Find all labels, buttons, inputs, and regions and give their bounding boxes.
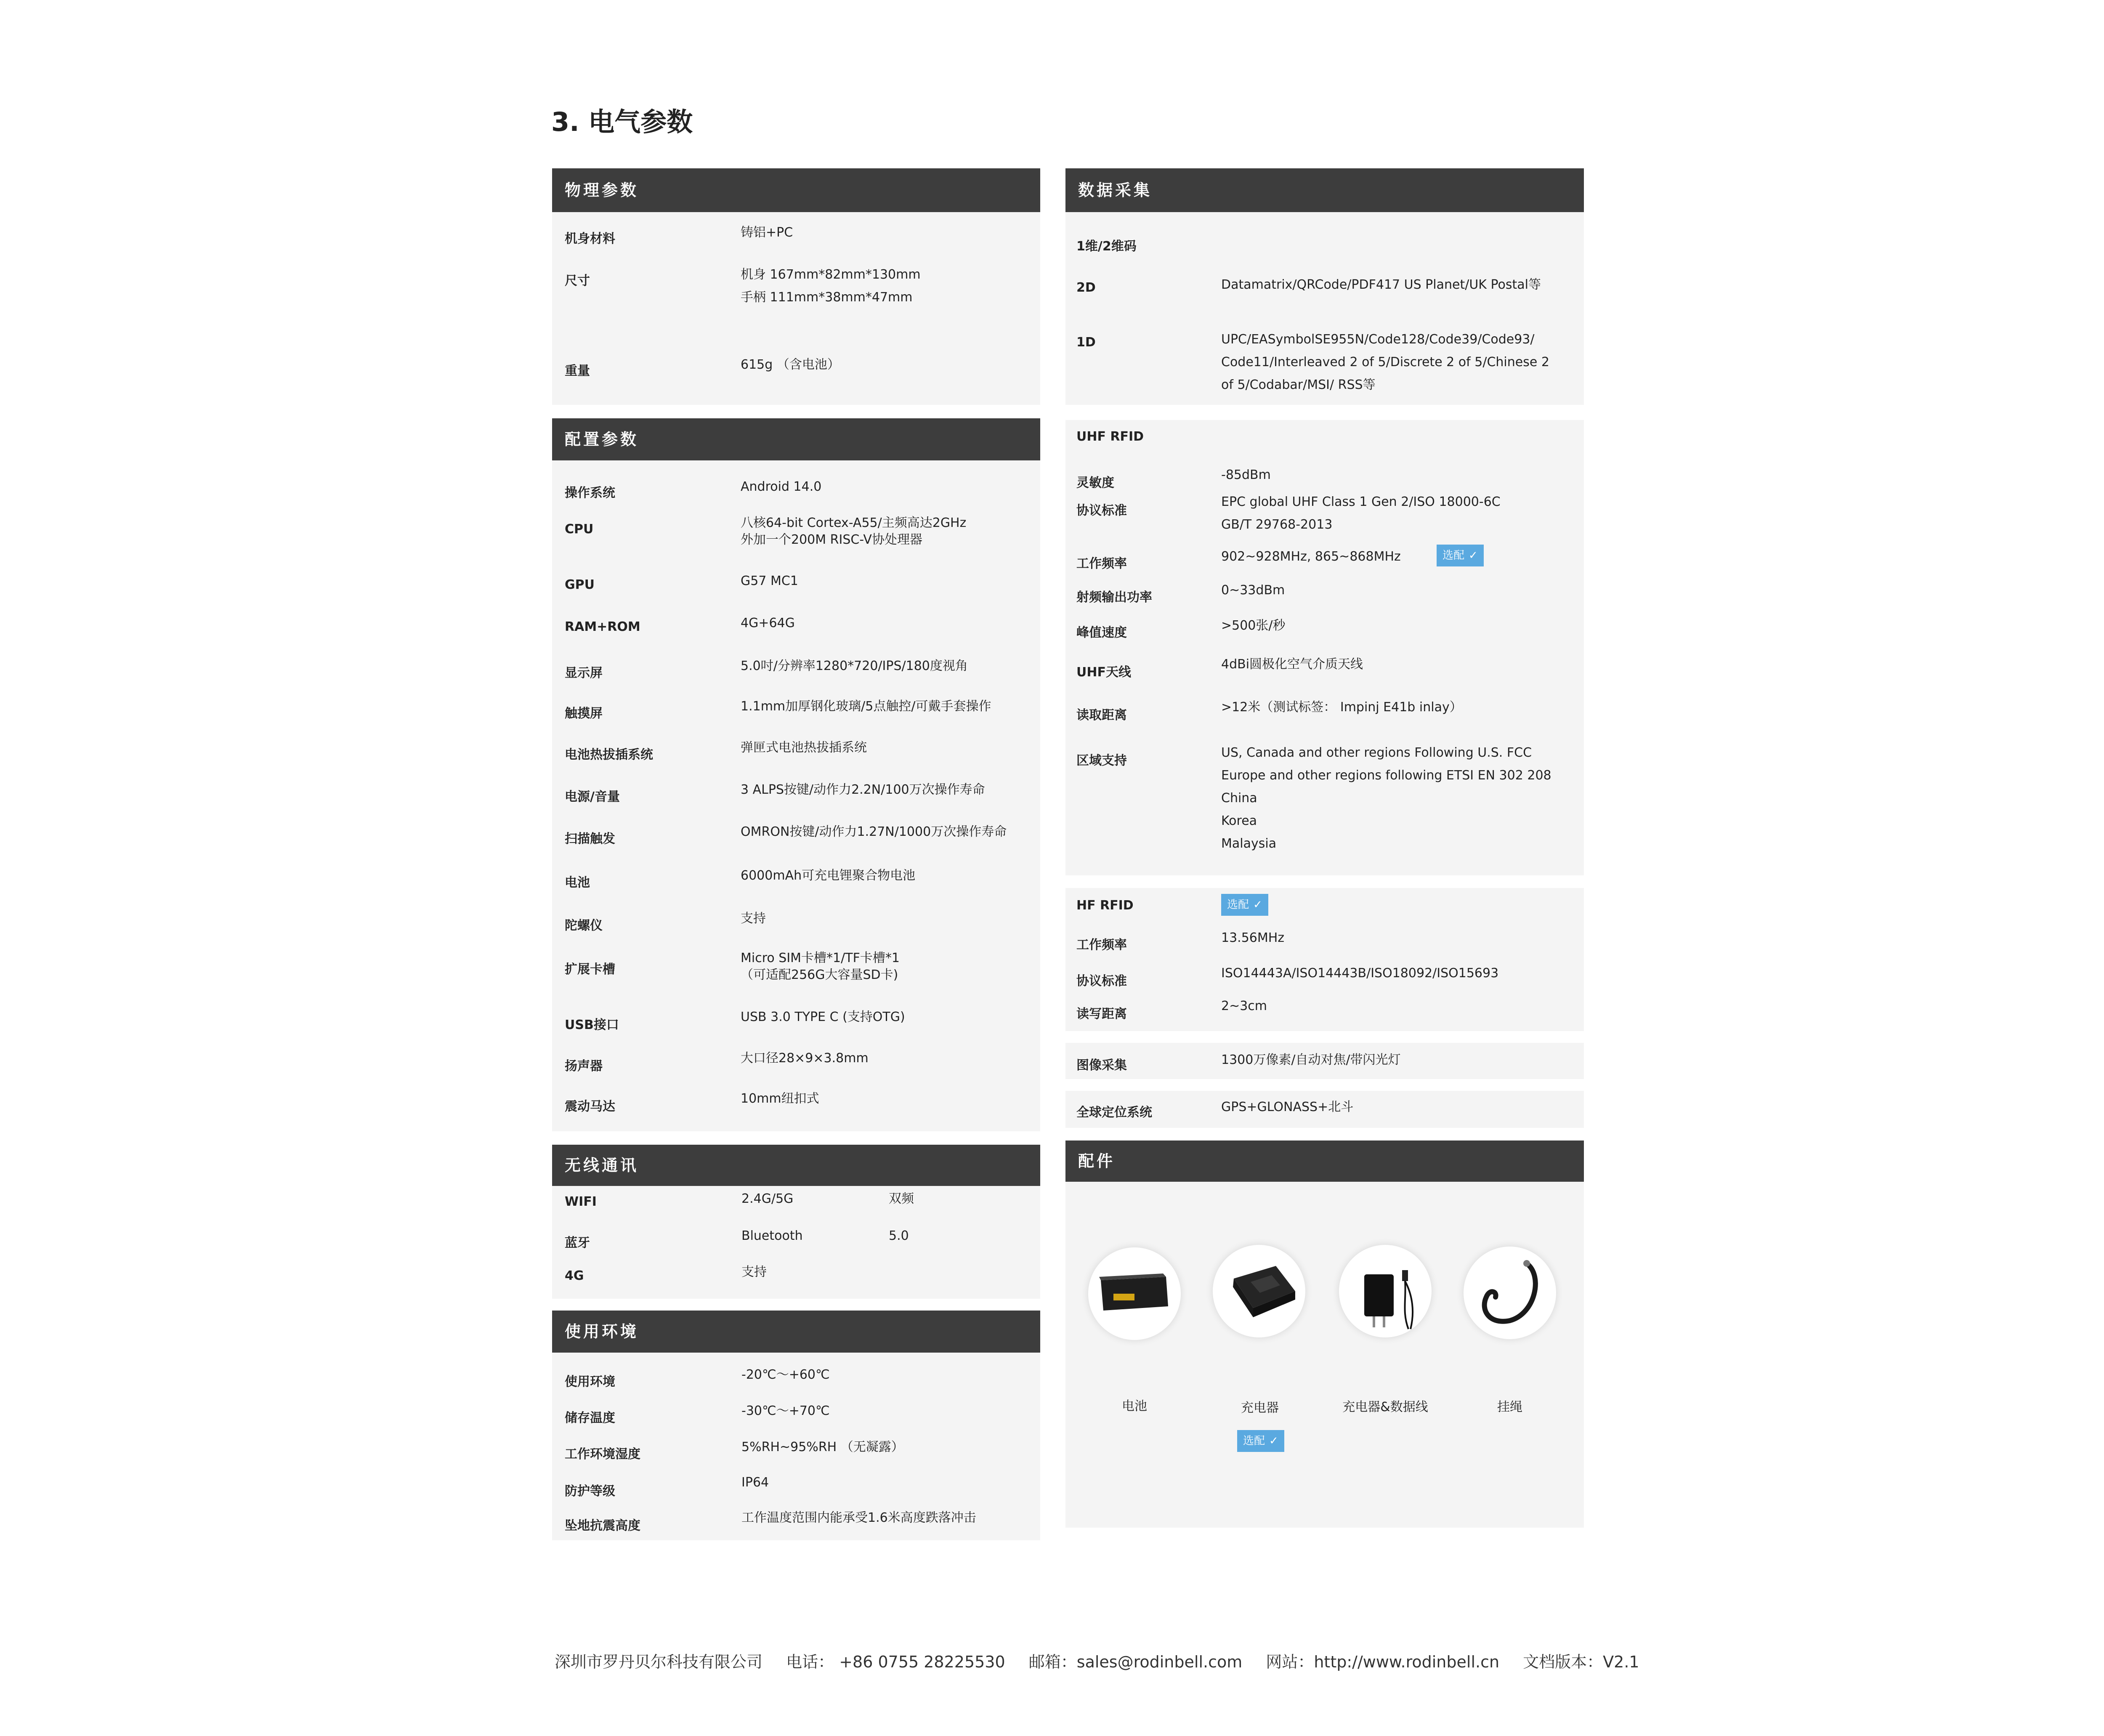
spec-value: 双频 <box>889 1191 914 1206</box>
charger-icon <box>1213 1245 1305 1337</box>
spec-value: 615g （含电池） <box>741 357 840 372</box>
spec-value: Android 14.0 <box>741 479 822 494</box>
accessory-label: 充电器&数据线 <box>1342 1400 1428 1414</box>
left-column <box>552 168 1040 1540</box>
spec-value: Micro SIM卡槽*1/TF卡槽*1 <box>741 951 900 965</box>
check-icon: ✓ <box>1469 549 1478 562</box>
spec-value: -85dBm <box>1221 468 1271 482</box>
spec-value: of 5/Codabar/MSI/ RSS等 <box>1221 378 1376 392</box>
wireless-panel <box>552 1186 1040 1299</box>
spec-label: 1D <box>1076 335 1096 350</box>
spec-label: 坠地抗震高度 <box>565 1518 640 1533</box>
spec-label: 工作环境湿度 <box>565 1447 640 1462</box>
spec-value: 5%RH~95%RH （无凝露） <box>741 1440 904 1454</box>
spec-value: 铸铝+PC <box>741 225 793 240</box>
uhf-rfid-panel <box>1065 420 1584 875</box>
spec-label: 机身材料 <box>565 231 615 246</box>
spec-value: 外加一个200M RISC-V协处理器 <box>741 532 922 547</box>
spec-value: US, Canada and other regions Following U.S. FCC <box>1221 745 1532 760</box>
physical-header: 物理参数 <box>552 168 1040 212</box>
spec-value: 13.56MHz <box>1221 930 1285 945</box>
spec-value: USB 3.0 TYPE C (支持OTG) <box>741 1010 905 1024</box>
footer-phone: 电话： +86 0755 28225530 <box>786 1653 1005 1671</box>
spec-value: 902~928MHz, 865~868MHz <box>1221 549 1401 564</box>
spec-label: GPU <box>565 577 595 592</box>
badge-label: 选配 <box>1443 549 1465 562</box>
spec-label: 区域支持 <box>1076 753 1127 768</box>
badge-label: 选配 <box>1243 1435 1265 1447</box>
check-icon: ✓ <box>1253 899 1262 911</box>
spec-value: Europe and other regions following ETSI EN 302 208 <box>1221 768 1551 783</box>
spec-label: 工作频率 <box>1076 556 1127 571</box>
spec-value: 5.0 <box>889 1228 909 1243</box>
spec-value: 4G+64G <box>741 616 795 630</box>
spec-value: 弹匣式电池热拔插系统 <box>741 740 867 755</box>
spec-value: China <box>1221 791 1257 806</box>
optional-badge <box>1437 545 1484 566</box>
spec-value: 0~33dBm <box>1221 583 1285 598</box>
spec-value: 6000mAh可充电锂聚合物电池 <box>741 868 916 883</box>
optional-badge <box>1237 1430 1284 1452</box>
spec-label: 重量 <box>565 364 590 378</box>
spec-label: 射频输出功率 <box>1076 590 1152 605</box>
spec-label: USB接口 <box>565 1018 619 1032</box>
spec-label: 显示屏 <box>565 666 603 681</box>
environment-panel <box>552 1353 1040 1540</box>
check-icon: ✓ <box>1269 1435 1278 1447</box>
accessory-label: 电池 <box>1122 1399 1147 1414</box>
spec-label: 陀螺仪 <box>565 918 603 933</box>
spec-value: 支持 <box>741 911 766 926</box>
lanyard-icon <box>1464 1247 1556 1339</box>
uhf-title: UHF RFID <box>1076 429 1144 444</box>
footer-website: 网站：http://www.rodinbell.cn <box>1266 1653 1500 1671</box>
footer-company: 深圳市罗丹贝尔科技有限公司 <box>555 1653 763 1671</box>
physical-panel <box>552 212 1040 405</box>
spec-label: 4G <box>565 1268 584 1283</box>
spec-label: 峰值速度 <box>1076 625 1127 640</box>
spec-value: 大口径28×9×3.8mm <box>741 1051 869 1066</box>
spec-value: 5.0吋/分辨率1280*720/IPS/180度视角 <box>741 659 968 673</box>
spec-label: 读取距离 <box>1076 708 1127 723</box>
badge-label: 选配 <box>1227 899 1249 911</box>
spec-label: 电池 <box>565 875 590 890</box>
spec-label: RAM+ROM <box>565 619 640 634</box>
spec-value: Datamatrix/QRCode/PDF417 US Planet/UK Postal等 <box>1221 277 1541 292</box>
spec-value: IP64 <box>741 1475 769 1490</box>
image-capture-panel <box>1065 1043 1584 1079</box>
spec-value: 10mm纽扣式 <box>741 1091 819 1106</box>
spec-value: G57 MC1 <box>741 574 798 588</box>
spec-label: 触摸屏 <box>565 706 603 721</box>
spec-label: 防护等级 <box>565 1484 615 1499</box>
spec-value: 1.1mm加厚钢化玻璃/5点触控/可戴手套操作 <box>741 699 991 714</box>
spec-value: （可适配256G大容量SD卡) <box>741 968 898 982</box>
spec-label: 电池热拔插系统 <box>565 747 653 762</box>
spec-value: 手柄 111mm*38mm*47mm <box>741 290 913 305</box>
spec-value: UPC/EASymbolSE955N/Code128/Code39/Code93/ <box>1221 332 1535 347</box>
spec-value: 工作温度范围内能承受1.6米高度跌落冲击 <box>741 1510 976 1525</box>
spec-value: 2.4G/5G <box>741 1191 794 1206</box>
spec-label: 扩展卡槽 <box>565 962 615 977</box>
spec-label: 工作频率 <box>1076 938 1127 952</box>
spec-value: >12米（测试标签： Impinj E41b inlay） <box>1221 700 1462 715</box>
spec-value: -30℃～+70℃ <box>741 1404 830 1418</box>
spec-value: Malaysia <box>1221 836 1277 851</box>
section-title: 3. 电气参数 <box>551 106 693 137</box>
footer-version: 文档版本：V2.1 <box>1523 1653 1639 1671</box>
footer <box>555 1649 1658 1672</box>
spec-value: >500张/秒 <box>1221 618 1286 633</box>
hf-rfid-panel <box>1065 888 1584 1031</box>
spec-value: 4dBi圆极化空气介质天线 <box>1221 657 1363 672</box>
spec-label: 扫描触发 <box>565 832 615 846</box>
spec-value: ISO14443A/ISO14443B/ISO18092/ISO15693 <box>1221 966 1499 981</box>
spec-value: 支持 <box>741 1265 767 1279</box>
spec-label: 尺寸 <box>565 274 590 288</box>
spec-value: GPS+GLONASS+北斗 <box>1221 1100 1354 1114</box>
spec-value: Bluetooth <box>741 1228 803 1243</box>
spec-label: 扬声器 <box>565 1059 603 1074</box>
spec-value: Korea <box>1221 814 1257 828</box>
accessory-label: 充电器 <box>1241 1401 1279 1415</box>
spec-label: 协议标准 <box>1076 974 1127 989</box>
footer-email: 邮箱：sales@rodinbell.com <box>1028 1653 1243 1671</box>
spec-label: 读写距离 <box>1076 1007 1127 1021</box>
spec-value: 八核64-bit Cortex-A55/主频高达2GHz <box>741 516 967 530</box>
accessories-header: 配件 <box>1065 1140 1584 1182</box>
right-column <box>1065 168 1584 1528</box>
data-capture-header: 数据采集 <box>1065 168 1584 212</box>
spec-value: 3 ALPS按键/动作力2.2N/100万次操作寿命 <box>741 782 985 797</box>
spec-value: 2~3cm <box>1221 999 1267 1013</box>
spec-value: Code11/Interleaved 2 of 5/Discrete 2 of 5/Chinese 2 <box>1221 355 1549 370</box>
spec-label: 储存温度 <box>565 1411 615 1425</box>
spec-label: 操作系统 <box>565 486 615 500</box>
spec-label: 2D <box>1076 280 1096 295</box>
spec-label: 灵敏度 <box>1076 476 1114 490</box>
spec-value: 1300万像素/自动对焦/带闪光灯 <box>1221 1053 1401 1067</box>
spec-label: 使用环境 <box>565 1374 615 1389</box>
spec-value: -20℃～+60℃ <box>741 1367 830 1382</box>
environment-header: 使用环境 <box>552 1311 1040 1353</box>
config-header: 配置参数 <box>552 418 1040 460</box>
spec-value: EPC global UHF Class 1 Gen 2/ISO 18000-6C <box>1221 494 1501 509</box>
accessories-panel <box>1065 1182 1584 1528</box>
config-panel <box>552 460 1040 1131</box>
accessory-label: 挂绳 <box>1497 1400 1522 1414</box>
hf-title: HF RFID <box>1076 898 1134 913</box>
gps-panel <box>1065 1091 1584 1128</box>
spec-value: 机身 167mm*82mm*130mm <box>741 267 921 282</box>
spec-value: GB/T 29768-2013 <box>1221 517 1333 532</box>
spec-value: OMRON按键/动作力1.27N/1000万次操作寿命 <box>741 824 1007 839</box>
optional-badge <box>1221 894 1268 916</box>
spec-label: UHF天线 <box>1076 665 1131 680</box>
wireless-header: 无线通讯 <box>552 1145 1040 1186</box>
spec-label: 1维/2维码 <box>1076 239 1137 254</box>
adapter-cable-icon <box>1339 1245 1432 1337</box>
spec-label: WIFI <box>565 1194 597 1209</box>
spec-label: 电源/音量 <box>565 790 620 804</box>
spec-label: CPU <box>565 522 594 537</box>
spec-label: 震动马达 <box>565 1099 615 1114</box>
spec-label: 图像采集 <box>1076 1058 1127 1073</box>
data-capture-panel <box>1065 212 1584 405</box>
battery-icon <box>1088 1247 1181 1340</box>
spec-label: 全球定位系统 <box>1076 1105 1152 1120</box>
spec-label: 协议标准 <box>1076 503 1127 518</box>
spec-label: 蓝牙 <box>565 1236 590 1250</box>
